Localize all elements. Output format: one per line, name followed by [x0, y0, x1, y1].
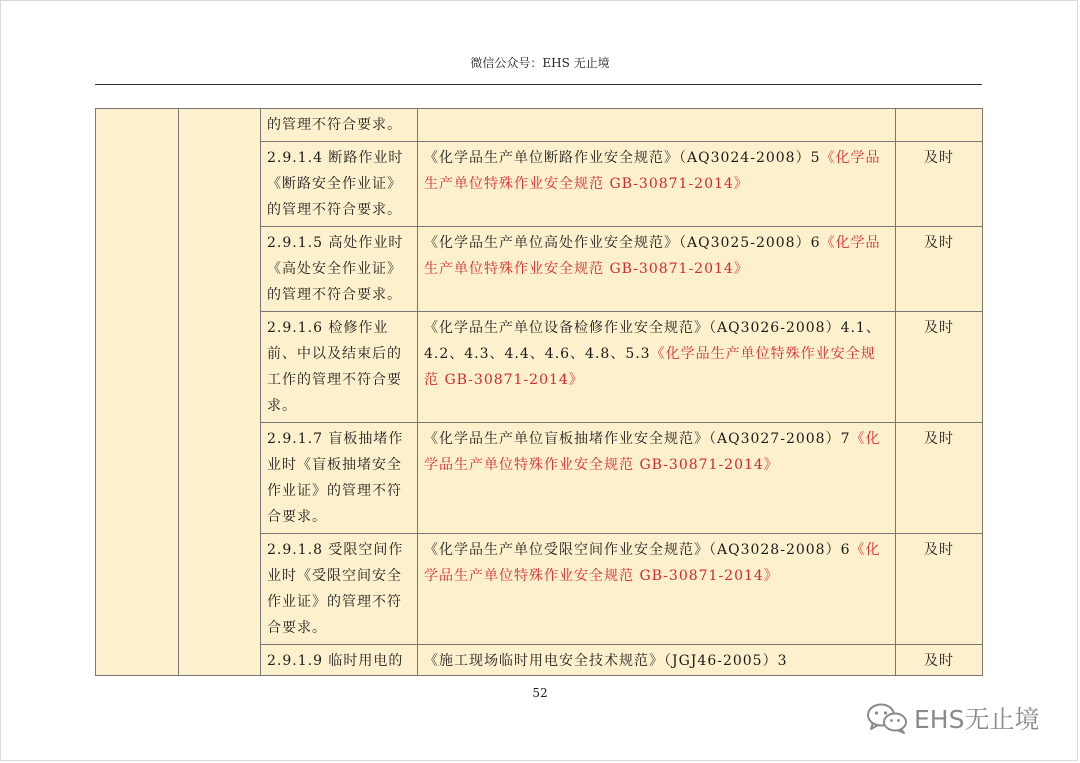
- item-cell: 2.9.1.9 临时用电的: [261, 645, 418, 676]
- page-header: 微信公众号：EHS 无止境: [470, 56, 610, 70]
- updated-standard-text: 《化学品生产单位特殊作业安全规范 GB-30871-2014》: [424, 346, 876, 388]
- basis-cell: 《化学品生产单位盲板抽堵作业安全规范》（AQ3027-2008）7《化学品生产单位特殊作业安全规范 GB-30871-2014》: [418, 423, 896, 534]
- item-cell: 2.9.1.4 断路作业时《断路安全作业证》的管理不符合要求。: [261, 142, 418, 227]
- basis-cell: 《化学品生产单位断路作业安全规范》（AQ3024-2008）5《化学品生产单位特殊作业安全规范 GB-30871-2014》: [418, 142, 896, 227]
- timing-cell: 及时: [896, 534, 983, 645]
- updated-standard-text: 《化学品生产单位特殊作业安全规范 GB-30871-2014》: [424, 150, 881, 192]
- item-cell: 2.9.1.5 高处作业时《高处安全作业证》的管理不符合要求。: [261, 227, 418, 312]
- timing-cell: 及时: [896, 645, 983, 676]
- basis-cell: 《化学品生产单位受限空间作业安全规范》（AQ3028-2008）6《化学品生产单位特殊作业安全规范 GB-30871-2014》: [418, 534, 896, 645]
- updated-standard-text: 《化学品生产单位特殊作业安全规范 GB-30871-2014》: [424, 235, 881, 277]
- wechat-icon: [866, 702, 908, 734]
- watermark-text: EHS无止境: [914, 705, 1040, 734]
- table-row: [96, 109, 983, 142]
- timing-cell: [896, 109, 983, 142]
- basis-cell: 《施工现场临时用电安全技术规范》（JGJ46-2005）3: [418, 645, 896, 676]
- basis-cell: [418, 109, 896, 142]
- basis-cell: 《化学品生产单位设备检修作业安全规范》（AQ3026-2008）4.1、4.2、4.3、4.4、4.6、4.8、5.3《化学品生产单位特殊作业安全规范 GB-30871-2014》: [418, 312, 896, 423]
- basis-cell: 《化学品生产单位高处作业安全规范》（AQ3025-2008）6《化学品生产单位特殊作业安全规范 GB-30871-2014》: [418, 227, 896, 312]
- subcategory-cell: [179, 109, 261, 676]
- timing-cell: 及时: [896, 312, 983, 423]
- updated-standard-text: 《化学品生产单位特殊作业安全规范 GB-30871-2014》: [424, 542, 881, 584]
- item-cell: 2.9.1.7 盲板抽堵作业时《盲板抽堵安全作业证》的管理不符合要求。: [261, 423, 418, 534]
- header-rule: [95, 84, 982, 85]
- item-cell: 2.9.1.6 检修作业前、中以及结束后的工作的管理不符合要求。: [261, 312, 418, 423]
- updated-standard-text: 《化学品生产单位特殊作业安全规范 GB-30871-2014》: [424, 431, 881, 473]
- timing-cell: 及时: [896, 142, 983, 227]
- page-number: 52: [532, 686, 548, 700]
- timing-cell: 及时: [896, 423, 983, 534]
- item-cell: 的管理不符合要求。: [261, 109, 418, 142]
- regulation-table: [95, 108, 983, 676]
- category-cell: [96, 109, 179, 676]
- timing-cell: 及时: [896, 227, 983, 312]
- watermark: [866, 700, 1039, 736]
- item-cell: 2.9.1.8 受限空间作业时《受限空间安全作业证》的管理不符合要求。: [261, 534, 418, 645]
